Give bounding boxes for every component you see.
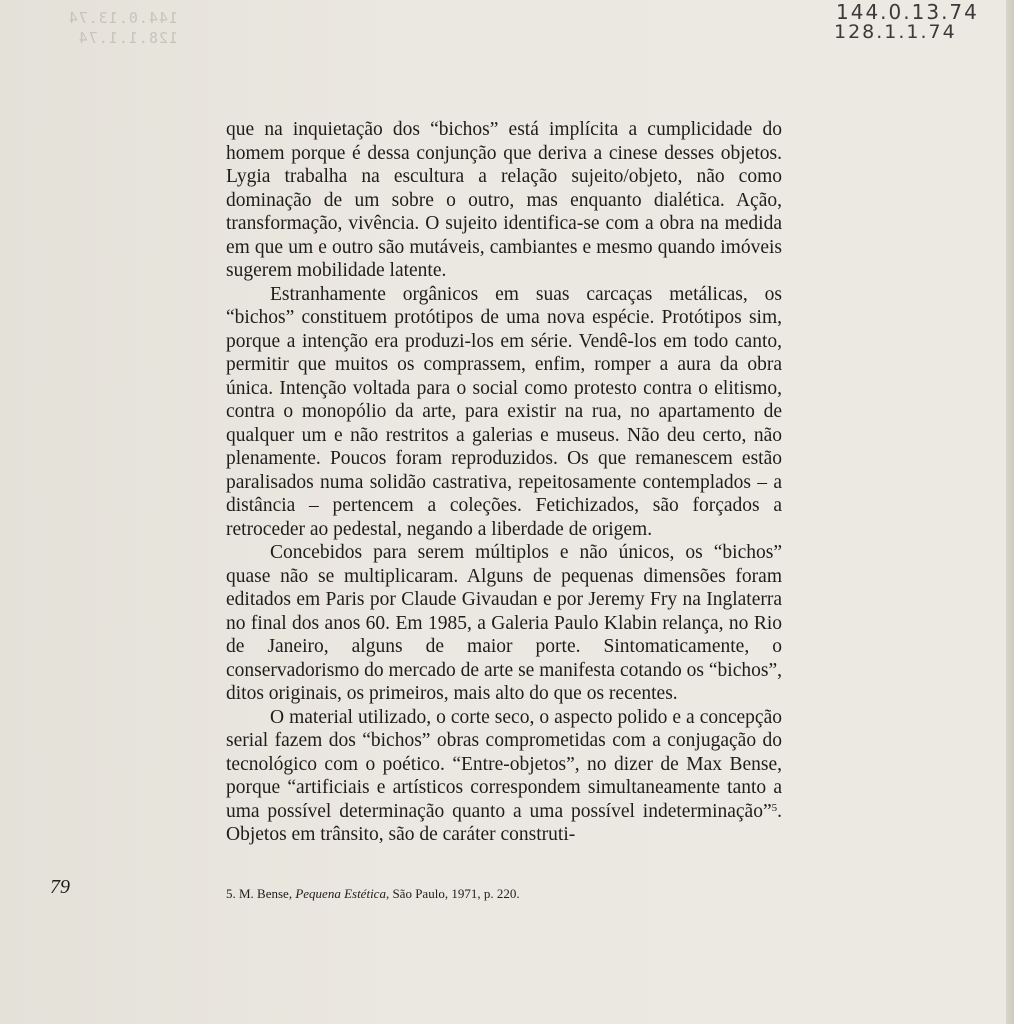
paragraph-2: Estranhamente orgânicos em suas carcaças metálicas, os “bichos” constituem protótipos de uma nova espécie. Protótipos sim, porque a intenção era produzi-los em série. Vendê-los em todo canto, permitir que muitos os comprassem, enfim, romper a aura da obra única. Intenção voltada para o social como protesto contra o elitismo, contra o monopólio da arte, para existir na rua, no apartamento de qualquer um e não restritos a galerias e museus. Não deu certo, não plenamente. Poucos foram reproduzidos. Os que remanescem estão paralisados numa solidão castrativa, repeitosamente contemplados – a distância – pertencem a coleções. Fetichizados, são forçados a retroceder ao pedestal, negando a liberdade de origem.	[226, 283, 782, 540]
catalog-number-line-1: 144.0.13.74	[836, 0, 979, 24]
footnote-marker: 5	[771, 801, 778, 814]
body-text	[226, 118, 782, 847]
paragraph-1: que na inquietação dos “bichos” está implícita a cumplicidade do homem porque é dessa conjunção que deriva a cinese desses objetos. Lygia trabalha na escultura a relação sujeito/objeto, não como dominação de um sobre o outro, mas enquanto dialética. Ação, transformação, vivência. O sujeito identifica-se com a obra na medida em que um e outro são mutáveis, cambiantes e mesmo quando imóveis sugerem mobilidade latente.	[226, 119, 782, 281]
footnote	[226, 886, 520, 902]
page-edge	[1006, 0, 1014, 1024]
footnote-suffix: , São Paulo, 1971, p. 220.	[385, 886, 520, 901]
paragraph-3: Concebidos para serem múltiplos e não únicos, os “bichos” quase não se multiplicaram. Alguns de pequenas dimensões foram editados em Paris por Claude Givaudan e por Jeremy Fry na Inglaterra no final dos anos 60. Em 1985, a Galeria Paulo Klabin relança, no Rio de Janeiro, alguns de maior porte. Sintomaticamente, o conservadorismo do mercado de arte se manifesta cotando os “bichos”, ditos originais, os primeiros, mais alto do que os recentes.	[226, 542, 782, 704]
catalog-number-stamp	[836, 2, 986, 42]
footnote-prefix: 5. M. Bense,	[226, 886, 296, 901]
bleed-through-stamp: 144.0.13.74 128.1.1.74	[67, 9, 178, 47]
page-number: 79	[50, 876, 70, 898]
paragraph-4-text-b: . Objetos em trânsito, são de caráter construti-	[226, 800, 782, 845]
paragraph-4	[226, 706, 782, 847]
footnote-title: Pequena Estética	[295, 886, 386, 901]
catalog-number-line-2: 128.1.1.74	[834, 21, 957, 43]
paragraph-4-text-a: O material utilizado, o corte seco, o aspecto polido e a concepção serial fazem dos “bichos” obras comprometidas com a conjugação do tecnológico com o poético. “Entre-objetos”, no dizer de Max Bense, porque “artificiais e artísticos correspondem simultaneamente tanto a uma possível determinação quanto a uma possível indeterminação”	[226, 706, 782, 822]
